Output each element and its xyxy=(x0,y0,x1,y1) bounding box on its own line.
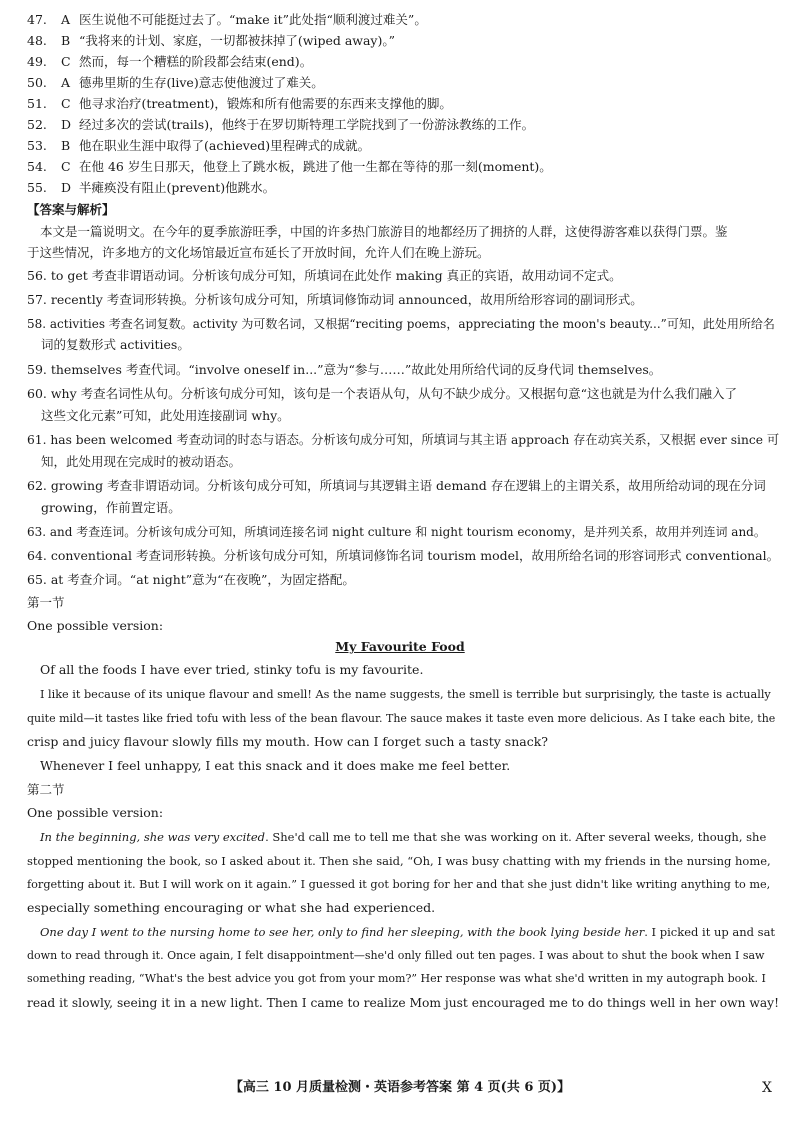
explanation-61: 61. has been welcomed 考查动词的时态与语态。分析该句成分可知，所填词与其主语 approach 存在动宾关系，又根据 ever since 可 xyxy=(27,433,780,447)
part2-version-label: One possible version: xyxy=(27,805,164,820)
part1-heading: 第一节 xyxy=(27,595,65,610)
explanation-64: 64. conventional 考查词形转换。分析该句成分可知，所填词修饰名词 tourism model，故用所给名词的形容词形式 conventional。 xyxy=(27,548,780,563)
explanation-60-cont: 这些文化元素”可知，此处用连接副词 why。 xyxy=(41,408,290,423)
answer-51: 51. C 他寻求治疗(treatment)，锻炼和所有他需要的东西来支撑他的脚。 xyxy=(27,96,452,111)
part1-version-label: One possible version: xyxy=(27,618,164,633)
explanation-59: 59. themselves 考查代词。“involve oneself in...”意为“参与……”故此处用所给代词的反身代词 themselves。 xyxy=(27,362,662,377)
intro-line: 于这些情况，许多地方的文化场馆最近宣布延长了开放时间，允许人们在晚上游玩。 xyxy=(27,245,490,260)
essay2-p1-italic: In the beginning, she was very excited xyxy=(40,830,266,844)
explanation-60: 60. why 考查名词性从句。分析该句成分可知，该句是一个表语从句，从句不缺少成分。又根据句意“这也就是为什么我们融入了 xyxy=(27,386,738,401)
intro-line: 本文是一篇说明文。在今年的夏季旅游旺季，中国的许多热门旅游目的地都经历了拥挤的人群，这使得游客难以获得门票。鉴 xyxy=(40,224,728,239)
answer-47: 47. A 医生说他不可能挺过去了。“make it”此处指“顺利渡过难关”。 xyxy=(27,12,427,27)
explanation-58-cont: 词的复数形式 activities。 xyxy=(41,337,190,352)
essay2-line: read it slowly, seeing it in a new light. Then I came to realize Mom just encouraged me to do things well in her own way! xyxy=(27,996,779,1010)
essay1-line: I like it because of its unique flavour and smell! As the name suggests, the smell is terrible but surprisingly, the taste is actually xyxy=(40,688,771,701)
essay1-line: Whenever I feel unhappy, I eat this snack and it does make me feel better. xyxy=(40,758,511,773)
explanation-61-cont: 知，此处用现在完成时的被动语态。 xyxy=(41,454,242,469)
essay2-line: especially something encouraging or what she had experienced. xyxy=(27,900,436,915)
essay2-p2-first xyxy=(40,923,778,941)
answer-55: 55. D 半瘫痪没有阻止(prevent)他跳水。 xyxy=(27,180,276,195)
page-footer: 【高三 10 月质量检测・英语参考答案 第 4 页(共 6 页)】 xyxy=(229,1080,571,1095)
answer-53: 53. B 他在职业生涯中取得了(achieved)里程碑式的成就。 xyxy=(27,138,371,153)
essay2-line: something reading, “What's the best advice you got from your mom?” Her response was what she'd written in my autograph book. I xyxy=(27,972,766,985)
part2-heading: 第二节 xyxy=(27,782,65,797)
explanation-63: 63. and 考查连词。分析该句成分可知，所填词连接名词 night culture 和 night tourism economy，是并列关系，故用并列连词 and。 xyxy=(27,525,766,539)
section-header: 【答案与解析】 xyxy=(27,202,115,217)
footer-mark: X xyxy=(762,1080,772,1096)
essay2-line: forgetting about it. But I will work on it again.” I guessed it got boring for her and that she just didn't like writing anything to me, xyxy=(27,878,771,891)
essay1-line: Of all the foods I have ever tried, stinky tofu is my favourite. xyxy=(40,662,424,677)
explanation-62: 62. growing 考查非谓语动词。分析该句成分可知，所填词与其逻辑主语 demand 存在逻辑上的主谓关系，故用所给动词的现在分词 xyxy=(27,478,766,493)
essay2-p2-rest: . I picked it up and sat xyxy=(644,925,776,939)
essay2-p2-italic: One day I went to the nursing home to see her, only to find her sleeping, with the book lying beside her xyxy=(40,925,645,939)
explanation-57: 57. recently 考查词形转换。分析该句成分可知，所填词修饰动词 announced，故用所给形容词的副词形式。 xyxy=(27,292,643,307)
answer-52: 52. D 经过多次的尝试(trails)，他终于在罗切斯特理工学院找到了一份游泳教练的工作。 xyxy=(27,117,535,132)
answer-54: 54. C 在他 46 岁生日那天，他登上了跳水板，跳进了他一生都在等待的那一刻(moment)。 xyxy=(27,159,552,174)
explanation-62-cont: growing，作前置定语。 xyxy=(41,500,181,515)
essay1-line: quite mild—it tastes like fried tofu with less of the bean flavour. The sauce makes it taste even more delicious. As I take each bite, the xyxy=(27,712,776,725)
explanation-58: 58. activities 考查名词复数。activity 为可数名词，又根据“reciting poems，appreciating the moon's beauty...”可知，此处用所给名 xyxy=(27,317,775,331)
explanation-65: 65. at 考查介词。“at night”意为“在夜晚”，为固定搭配。 xyxy=(27,572,355,587)
essay-title: My Favourite Food xyxy=(335,639,465,654)
explanation-56: 56. to get 考查非谓语动词。分析该句成分可知，所填词在此处作 making 真正的宾语，故用动词不定式。 xyxy=(27,268,622,283)
essay2-p1-first xyxy=(40,828,778,846)
essay2-line: down to read through it. Once again, I felt disappointment—she'd only filled out ten pages. I was about to shut the book when I saw xyxy=(27,949,765,962)
answer-50: 50. A 德弗里斯的生存(live)意志使他渡过了难关。 xyxy=(27,75,324,90)
essay2-line: stopped mentioning the book, so I asked about it. Then she said, “Oh, I was busy chatting with my friends in the nursing home, xyxy=(27,854,771,868)
essay1-line: crisp and juicy flavour slowly fills my mouth. How can I forget such a tasty snack? xyxy=(27,734,548,749)
essay2-p1-rest: . She'd call me to tell me that she was working on it. After several weeks, though, she xyxy=(265,830,767,844)
answer-48: 48. B “我将来的计划、家庭，一切都被抹掉了(wiped away)。” xyxy=(27,33,396,48)
answer-49: 49. C 然而，每一个糟糕的阶段都会结束(end)。 xyxy=(27,54,313,69)
